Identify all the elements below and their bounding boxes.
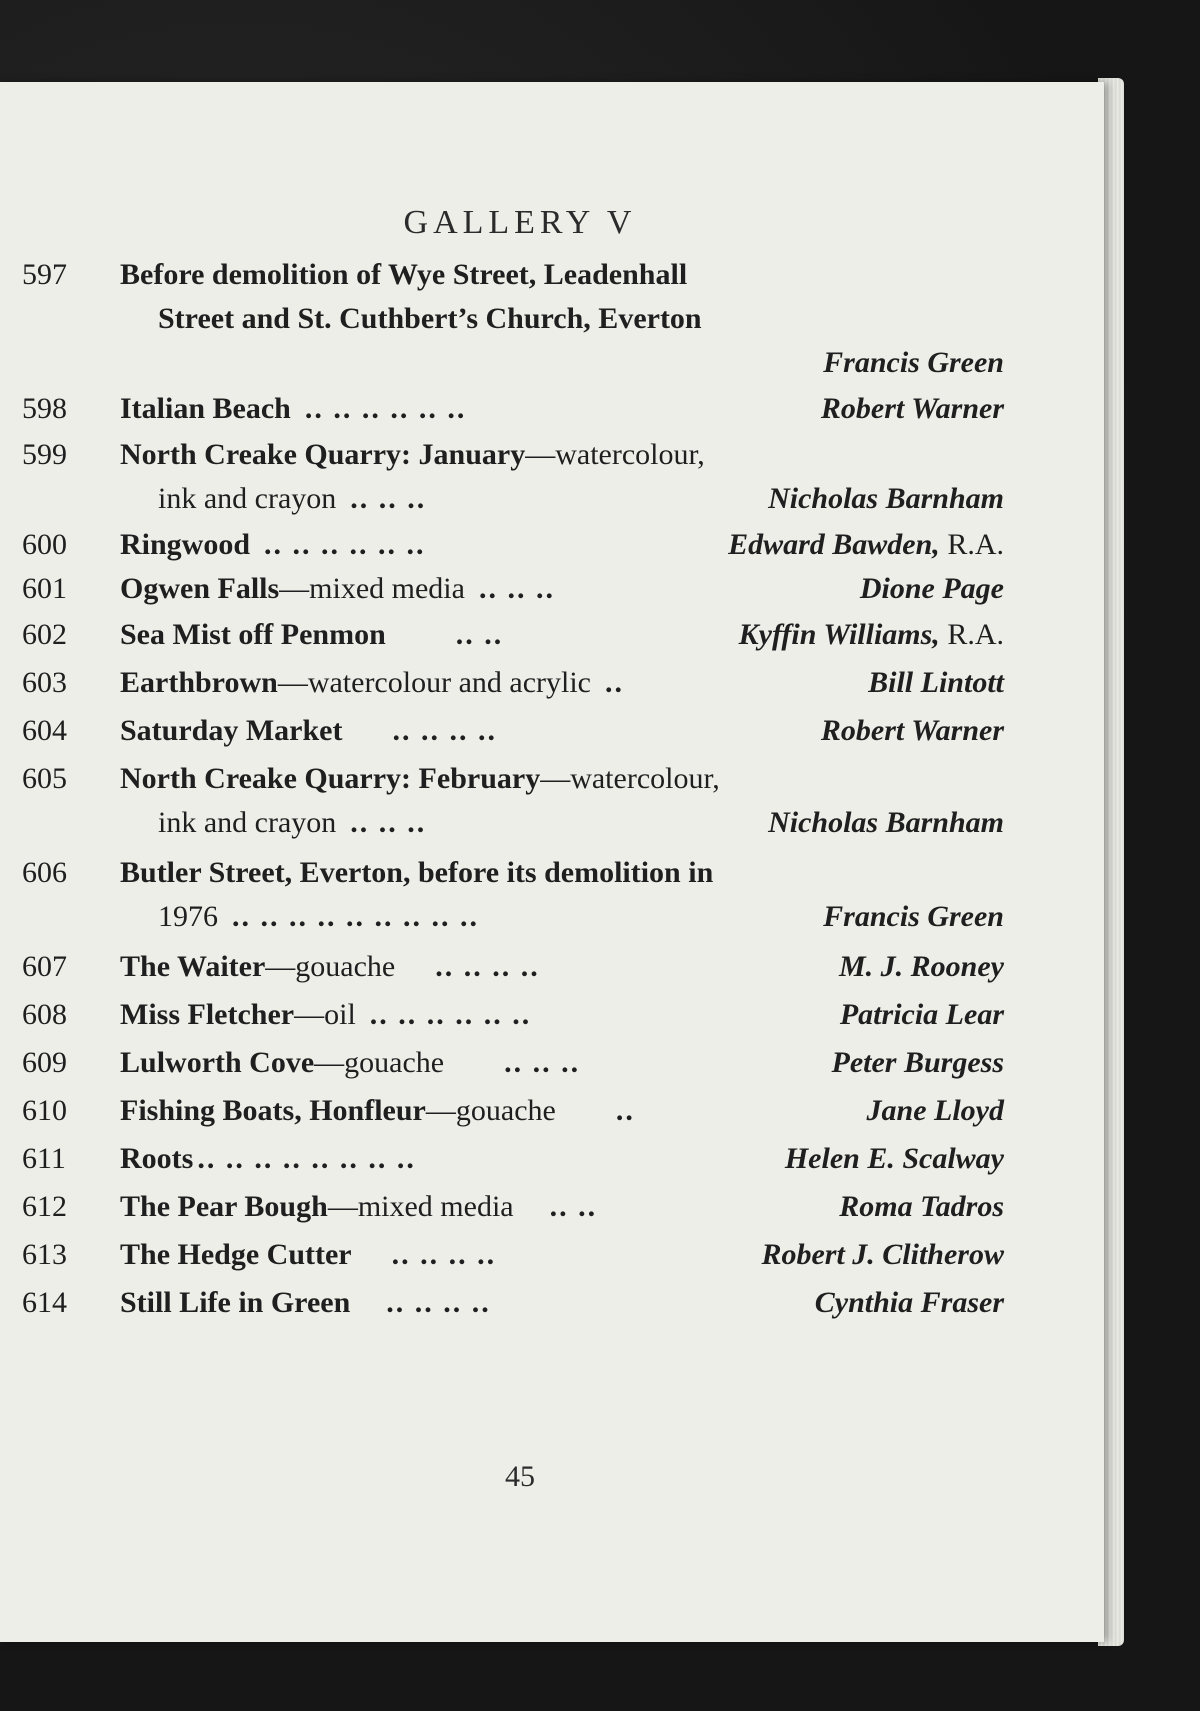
entry-artist-block [739,618,1004,652]
entry-number: 609 [22,1046,67,1079]
entry-title-line [120,438,1004,472]
entry-artist: Jane Lloyd [866,1094,1004,1127]
entry-artist-block [728,528,1004,562]
leader-dots: .. .. .. .. .. .. [304,392,467,425]
entry-artist: Dione Page [859,572,1004,605]
entry-number: 605 [22,762,67,795]
entry-title-line [120,1046,1004,1080]
entry-title: Italian Beach [120,392,291,425]
leader-dots: .. .. [549,1190,598,1223]
entry-continuation-line [158,482,1004,516]
entry-title-line [120,572,1004,606]
entry-number: 610 [22,1094,67,1127]
leader-dots: .. .. .. .. [391,1238,497,1271]
entry-medium: —watercolour, [540,762,720,795]
entry-number: 598 [22,392,67,425]
entry-title: Butler Street, Everton, before its demolition in [120,856,714,889]
entry-title-line [120,666,1004,700]
entry-title-line [120,528,1004,562]
entry-title: North Creake Quarry: February [120,762,541,795]
entry-title-line [120,1190,1004,1224]
leader-dots: .. .. .. .. [386,1286,491,1319]
entry-title: The Pear Bough [120,1190,328,1223]
leader-dots: .. [605,666,624,699]
entry-number: 612 [22,1190,67,1223]
entry-title: Before demolition of Wye Street, Leadenhall [120,258,688,291]
entry-continuation-line [158,806,1004,840]
entry-continuation-line [158,302,1004,336]
entry-title: Fishing Boats, Honfleur [120,1094,426,1127]
leader-dots: .. [615,1094,635,1127]
page-number: 45 [505,1460,535,1493]
leader-dots: .. .. .. [350,482,427,515]
entry-title-line [120,1286,1004,1320]
entry-artist: Robert Warner [820,392,1004,425]
leader-dots: .. .. .. .. .. .. [264,528,426,561]
entry-number: 599 [22,438,67,471]
entry-title-line [120,998,1004,1032]
entry-artist: Francis Green [823,900,1004,933]
entry-artist: Edward Bawden, [728,528,940,561]
leader-dots: .. .. .. [350,806,427,839]
entry-title-line [120,618,1004,652]
entry-artist: Peter Burgess [831,1046,1004,1079]
catalogue-entry [0,1286,1100,1426]
entry-title: Earthbrown [120,666,278,699]
entry-title-line [120,714,1004,748]
entry-title-line [120,1238,1004,1272]
entry-medium: —watercolour and acrylic [277,666,591,699]
entry-number: 607 [22,950,67,983]
entry-number: 608 [22,998,67,1031]
entry-title-line [120,1094,1004,1128]
entry-title: Roots [120,1142,194,1175]
leader-dots: .. .. .. [478,572,555,605]
entry-title-line [120,258,1004,292]
entry-medium-continued: ink and crayon [158,806,337,839]
entry-number: 601 [22,572,67,605]
entry-title-line [120,392,1004,426]
entry-artist: Patricia Lear [839,998,1004,1031]
entry-title-line [120,856,1004,890]
leader-dots: .. .. .. .. .. .. .. .. [197,1142,416,1175]
entry-number: 604 [22,714,67,747]
entry-title: Still Life in Green [120,1286,351,1319]
entry-medium-continued: ink and crayon [158,482,337,515]
entry-artist: Cynthia Fraser [814,1286,1004,1319]
entry-artist-suffix: R.A. [939,618,1004,651]
entry-artist: Roma Tadros [839,1190,1004,1223]
leader-dots: .. .. .. [504,1046,581,1079]
entry-title: Lulworth Cove [120,1046,315,1079]
entry-title: The Waiter [120,950,266,983]
entry-medium: —mixed media [327,1190,514,1223]
entry-title: Sea Mist off Penmon [120,618,386,651]
entry-title: Miss Fletcher [120,998,295,1031]
entry-title: Ogwen Falls [120,572,280,605]
entry-number: 606 [22,856,67,889]
entry-artist: Francis Green [823,346,1004,379]
entry-artist: Robert J. Clitherow [761,1238,1004,1271]
entry-medium: —gouache [314,1046,445,1079]
entry-medium: —gouache [425,1094,556,1127]
leader-dots: .. .. .. .. [392,714,497,747]
entry-number: 600 [22,528,67,561]
entry-number: 603 [22,666,67,699]
entry-title-continued: Street and St. Cuthbert’s Church, Everton [158,302,702,335]
entry-artist-suffix: R.A. [939,528,1004,561]
leader-dots: .. .. [455,618,504,651]
entry-artist: Bill Lintott [868,666,1004,699]
entry-medium: —gouache [265,950,396,983]
leader-dots: .. .. .. .. [435,950,540,983]
entry-medium: —mixed media [279,572,465,605]
entry-number: 611 [22,1142,66,1175]
entry-artist: Nicholas Barnham [768,806,1004,839]
entry-artist: Nicholas Barnham [768,482,1004,515]
entry-artist: Helen E. Scalway [784,1142,1004,1175]
entry-continuation-line [158,900,1004,934]
entry-title-line [120,762,1004,796]
entry-title: North Creake Quarry: January [120,438,526,471]
catalogue-entry [0,258,1100,398]
gallery-heading: GALLERY V [403,204,637,241]
entry-title-line [120,950,1004,984]
entry-number: 614 [22,1286,67,1319]
leader-dots: .. .. .. .. .. .. [369,998,532,1031]
entry-medium: —watercolour, [525,438,705,471]
entry-number: 597 [22,258,67,291]
entry-title: Ringwood [120,528,251,561]
entry-number: 602 [22,618,67,651]
entry-medium: —oil [294,998,356,1031]
entry-artist: Robert Warner [820,714,1004,747]
entry-number: 613 [22,1238,67,1271]
entry-title: The Hedge Cutter [120,1238,352,1271]
entry-artist: M. J. Rooney [839,950,1004,983]
entry-artist: Kyffin Williams, [738,618,940,651]
entry-title: Saturday Market [120,714,343,747]
entry-title-line [120,1142,1004,1176]
book-page [0,82,1104,1642]
leader-dots: .. .. .. .. .. .. .. .. .. [232,900,479,933]
entry-title-continued: 1976 [158,900,218,933]
